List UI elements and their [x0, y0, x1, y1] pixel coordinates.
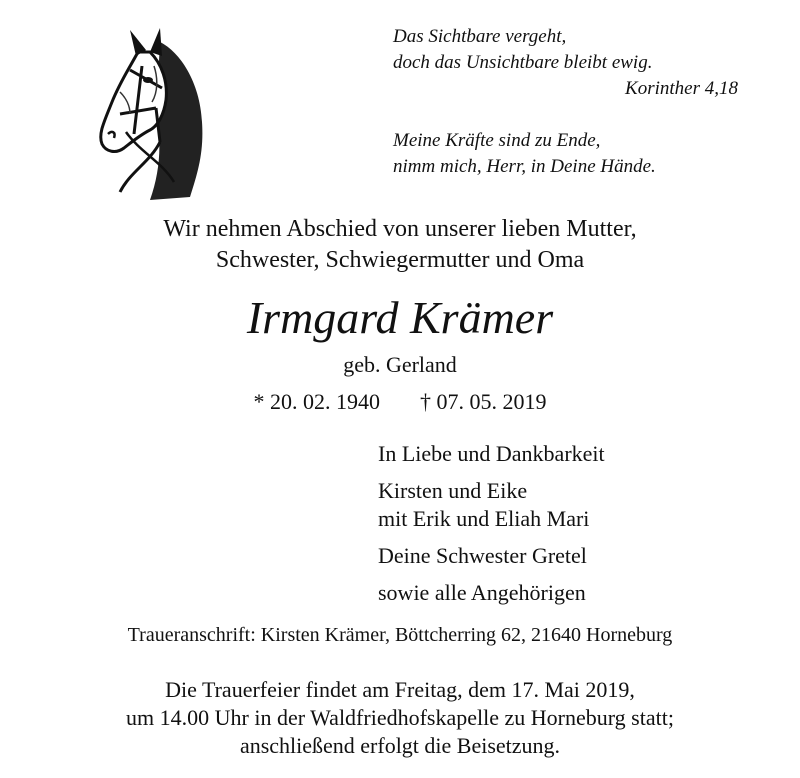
horse-head-illustration — [90, 22, 220, 202]
mourner-line: sowie alle Angehörigen — [378, 580, 586, 605]
mourning-address: Traueranschrift: Kirsten Krämer, Böttcherring 62, 21640 Horneburg — [127, 624, 673, 646]
ceremony-line: Die Trauerfeier findet am Freitag, dem 17. Mai 2019, — [165, 677, 635, 702]
ceremony-line: um 14.00 Uhr in der Waldfriedhofskapelle zu Horneburg statt; — [126, 705, 674, 730]
mourner-line: mit Erik und Eliah Mari — [378, 506, 590, 531]
mourner-line: In Liebe und Dankbarkeit — [378, 441, 605, 466]
intro-line: Wir nehmen Abschied von unserer lieben Mutter, — [163, 216, 637, 242]
farewell-intro — [0, 214, 800, 276]
quote-reference: Korinther 4,18 — [625, 78, 738, 99]
bible-quote — [393, 24, 753, 102]
mourner-line: Kirsten und Eike — [378, 478, 528, 503]
verse-line: nimm mich, Herr, in Deine Hände. — [393, 156, 656, 177]
quote-line: doch das Unsichtbare bleibt ewig. — [393, 52, 653, 73]
life-dates — [0, 389, 800, 415]
intro-line: Schwester, Schwiegermutter und Oma — [215, 247, 585, 273]
birth-date: * 20. 02. 1940 — [253, 389, 380, 414]
mourners-list — [378, 440, 778, 607]
birth-name: geb. Gerland — [343, 352, 457, 377]
quote-line: Das Sichtbare vergeht, — [393, 26, 567, 47]
ceremony-line: anschließend erfolgt die Beisetzung. — [239, 733, 561, 758]
death-date: † 07. 05. 2019 — [420, 389, 547, 414]
funeral-notice — [0, 676, 800, 760]
mourner-line: Deine Schwester Gretel — [378, 543, 587, 568]
prayer-verse — [393, 128, 753, 180]
verse-line: Meine Kräfte sind zu Ende, — [393, 130, 601, 151]
deceased-name: Irmgard Krämer — [246, 292, 554, 343]
